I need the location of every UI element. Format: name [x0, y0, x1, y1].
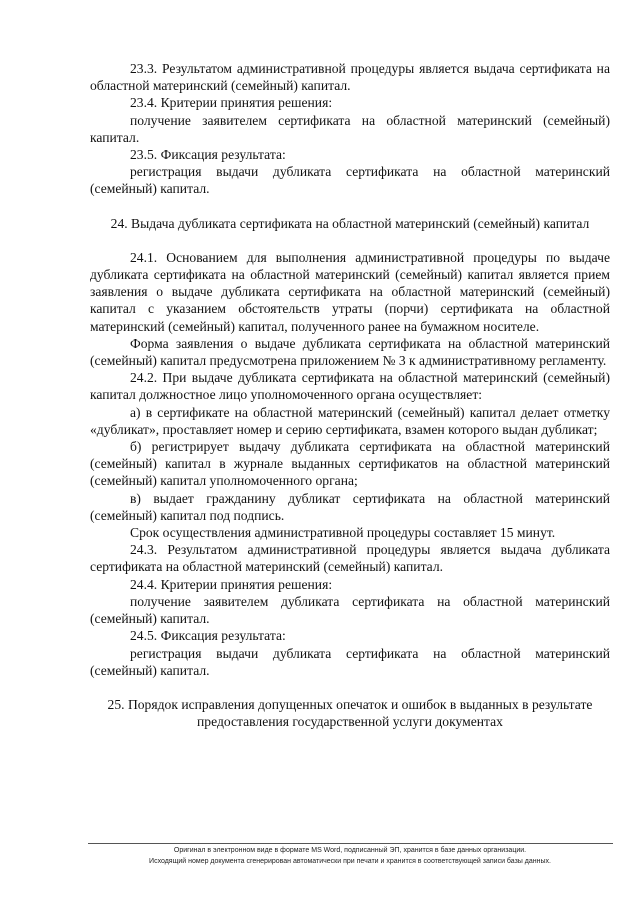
footer-divider: [88, 843, 613, 844]
paragraph-24-4: 24.4. Критерии принятия решения:: [130, 576, 333, 592]
paragraph-23-4-text: получение заявителем сертификата на областной материнский (семейный) капитал.: [90, 112, 610, 145]
paragraph-23-5: 23.5. Фиксация результата:: [130, 147, 286, 163]
paragraph-24-2-c: в) выдает гражданину дубликат сертификата на областной материнский (семейный) капитал под подпись.: [90, 490, 610, 523]
paragraph-24-5-text: регистрация выдачи дубликата сертификата на областной материнский (семейный) капитал.: [90, 645, 610, 678]
section-heading-25: 25. Порядок исправления допущенных опечаток и ошибок в выданных в результате предоставления государственной услуги документах: [107, 696, 593, 730]
page-footer: [80, 846, 620, 867]
footer-line-outgoing-number: Исходящий номер документа сгенерирован автоматически при печати и хранится в соответствующей записи базы данных.: [149, 857, 551, 865]
document-body: [90, 60, 610, 730]
paragraph-23-4: 23.4. Критерии принятия решения:: [130, 95, 333, 111]
paragraph-24-2: 24.2. При выдаче дубликата сертификата на областной материнский (семейный) капитал должностное лицо уполномоченного органа осуществляет:: [90, 370, 610, 403]
paragraph-23-5-text: регистрация выдачи дубликата сертификата на областной материнский (семейный) капитал.: [90, 164, 610, 197]
paragraph-24-2-b: б) регистрирует выдачу дубликата сертификата на областной материнский (семейный) капитал в журнале выданных сертификатов на областной материнский (семейный) капитал уполномоченного органа;: [90, 439, 610, 489]
paragraph-24-1-form: Форма заявления о выдаче дубликата сертификата на областной материнский (семейный) капитал предусмотрена приложением № 3 к административному регламенту.: [90, 335, 610, 369]
paragraph-24-4-text: получение заявителем дубликата сертификата на областной материнский (семейный) капитал.: [90, 593, 610, 627]
paragraph-24-5: 24.5. Фиксация результата:: [130, 628, 286, 644]
paragraph-24-2-a: а) в сертификате на областной материнский (семейный) капитал делает отметку «дубликат», проставляет номер и серию сертификата, взамен которого выдан дубликат;: [90, 404, 610, 437]
footer-line-original: Оригинал в электронном виде в формате MS Word, подписанный ЭП, хранится в базе данных организации.: [173, 847, 527, 854]
section-heading-24: 24. Выдача дубликата сертификата на областной материнский (семейный) капитал: [110, 215, 590, 231]
paragraph-23-3: 23.3. Результатом административной процедуры является выдача сертификата на областной материнский (семейный) капитал.: [90, 61, 610, 94]
paragraph-24-1: 24.1. Основанием для выполнения административной процедуры по выдаче дубликата сертификата на областной материнский (семейный) капитал является прием заявления о выдаче дубликата сертификата на областной материнский (семейный) капитал с указанием обстоятельств утраты (порчи) сертификата на областной материнский (семейный) капитал, полученного ранее на бумажном носителе.: [90, 249, 610, 334]
paragraph-24-3: 24.3. Результатом административной процедуры является выдача дубликата сертификата на областной материнский (семейный) капитал.: [90, 542, 610, 575]
paragraph-24-2-term: Срок осуществления административной процедуры составляет 15 минут.: [130, 525, 556, 541]
